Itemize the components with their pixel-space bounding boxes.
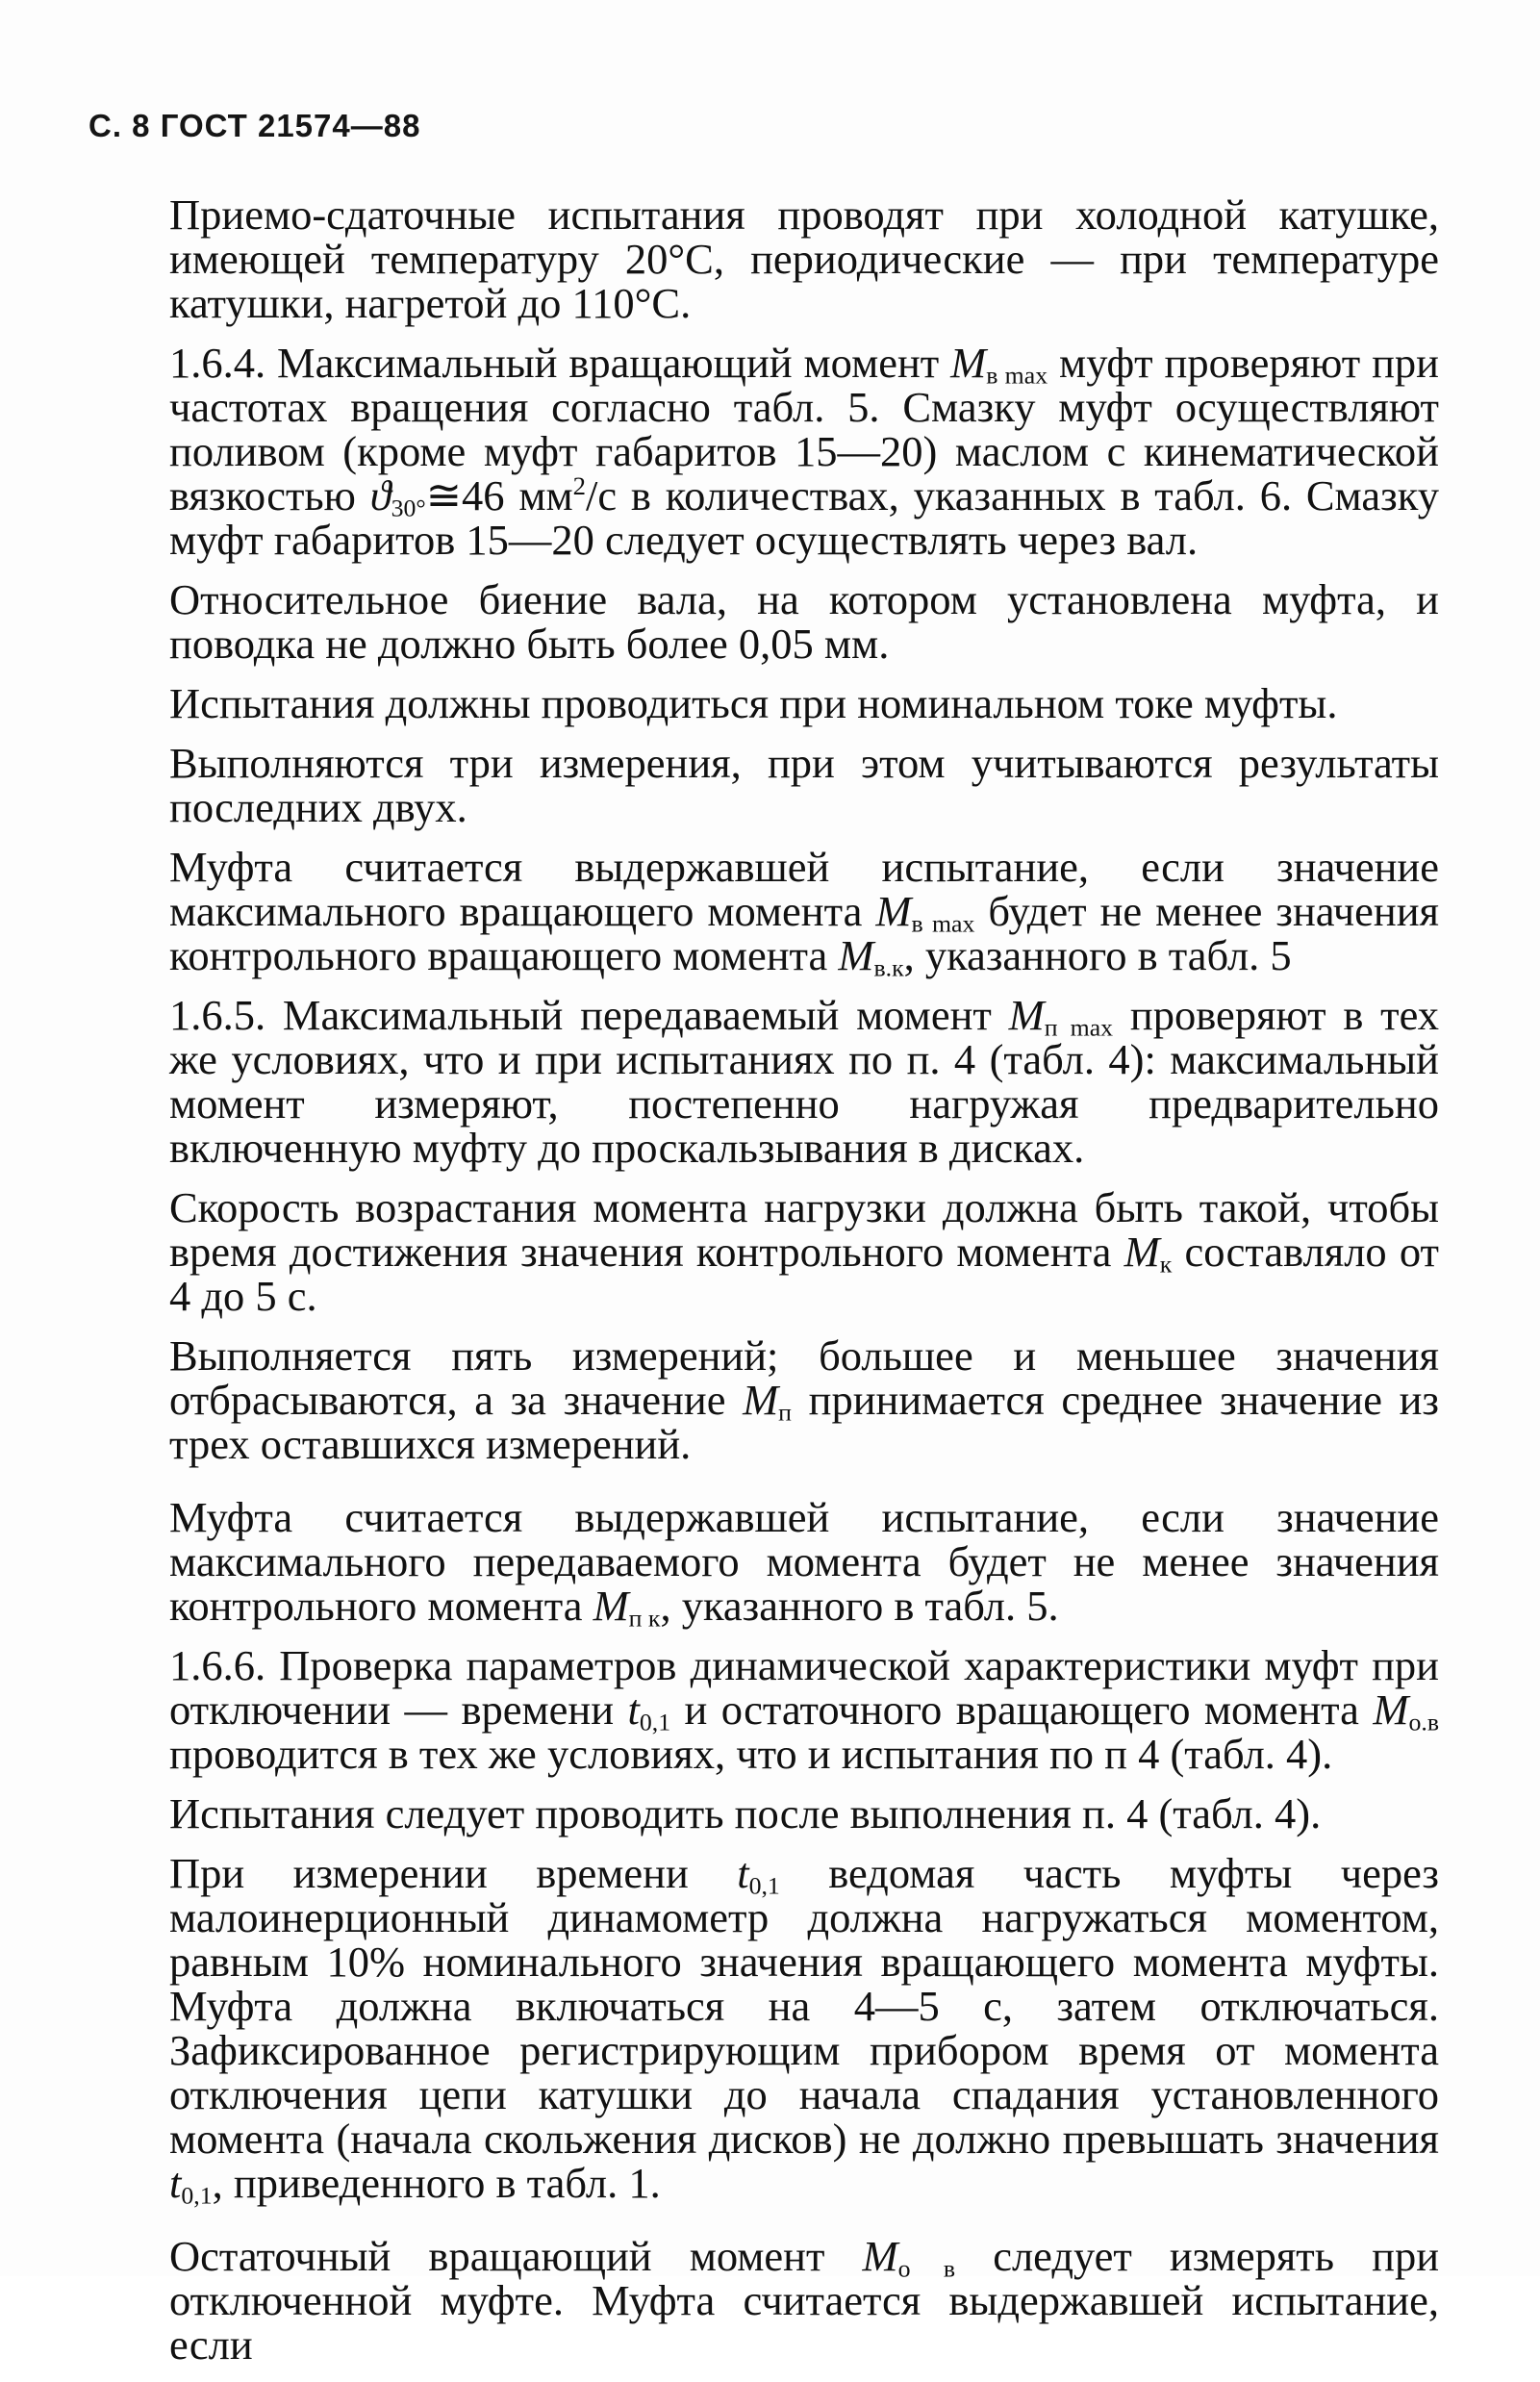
paragraph: Выполняется пять измерений; большее и меньшее значения отбрасываются, а за значение $M_п$ принимается среднее значение из трех оставшихся измерений. bbox=[169, 1331, 1440, 1468]
paragraph: Относительное биение вала, на котором установлена муфта, и поводка не должно быть более 0,05 мм. bbox=[169, 575, 1439, 668]
paragraph: 1.6.4. Максимальный вращающий момент $M_{в max}$ муфт проверяют при частотах вращения согласно табл. 5. Смазку муфт осуществляют поливом (кроме муфт габаритов 15—20) маслом с кинематической вязкостью $ϑ_{30^\circ}≅46$ $мм^2/с$ в количествах, указанных в табл. 6. Смазку муфт габаритов 15—20 следует осуществлять через вал. bbox=[169, 339, 1439, 564]
paragraph: Приемо-сдаточные испытания проводят при холодной катушке, имеющей температуру 20°С, периодические — при температуре катушки, нагретой до 110°С. bbox=[169, 190, 1439, 327]
paragraph: Муфта считается выдержавшей испытание, если значение максимального вращающего момента $M_{в max}$ будет не менее значения контрольного вращающего момента $M_{в.к}$, указанного в табл. 5 bbox=[169, 843, 1440, 982]
paragraph: Остаточный вращающий момент $M_{о в}$ следует измерять при отключенной муфте. Муфта считается выдержавшей испытание, если bbox=[169, 2232, 1440, 2369]
paragraph: 1.6.6. Проверка параметров динамической характеристики муфт при отключении — времени $t_{0,1}$ и остаточного вращающего момента $M_{о.в}$ проводится в тех же условиях, что и испытания по п 4 (табл. 4). bbox=[169, 1641, 1439, 1778]
paragraph: Испытания должны проводиться при номинальном токе муфты. bbox=[169, 679, 1338, 727]
paragraph: При измерении времени $t_{0,1}$ ведомая часть муфты через малоинерционный динамометр должна нагружаться моментом, равным 10% номинального значения вращающего момента муфты. Муфта должна включаться на 4—5 с, затем отключаться. Зафиксированное регистрирующим прибором время от момента отключения цепи катушки до начала спадания установленного момента (начала скольжения дисков) не должно превышать значения $t_{0,1}$, приведенного в табл. 1. bbox=[169, 1849, 1439, 2210]
paragraph: Муфта считается выдержавшей испытание, если значение максимального передаваемого момента будет не менее значения контрольного момента $M_{п к}$, указанного в табл. 5. bbox=[169, 1493, 1439, 1633]
page-header: С. 8 ГОСТ 21574—88 bbox=[88, 108, 421, 143]
paragraph: Выполняются три измерения, при этом учитываются результаты последних двух. bbox=[169, 739, 1439, 831]
paragraph: Скорость возрастания момента нагрузки должна быть такой, чтобы время достижения значения контрольного момента $M_к$ составляло от 4 до 5 с. bbox=[169, 1183, 1439, 1320]
paragraph: Испытания следует проводить после выполнения п. 4 (табл. 4). bbox=[169, 1789, 1322, 1837]
body-text bbox=[169, 192, 1439, 2382]
paragraph: 1.6.5. Максимальный передаваемый момент $M_{п max}$ проверяют в тех же условиях, что и при испытаниях по п. 4 (табл. 4): максимальный момент измеряют, постепенно нагружая предварительно включенную муфту до проскальзывания в дисках. bbox=[169, 991, 1439, 1172]
